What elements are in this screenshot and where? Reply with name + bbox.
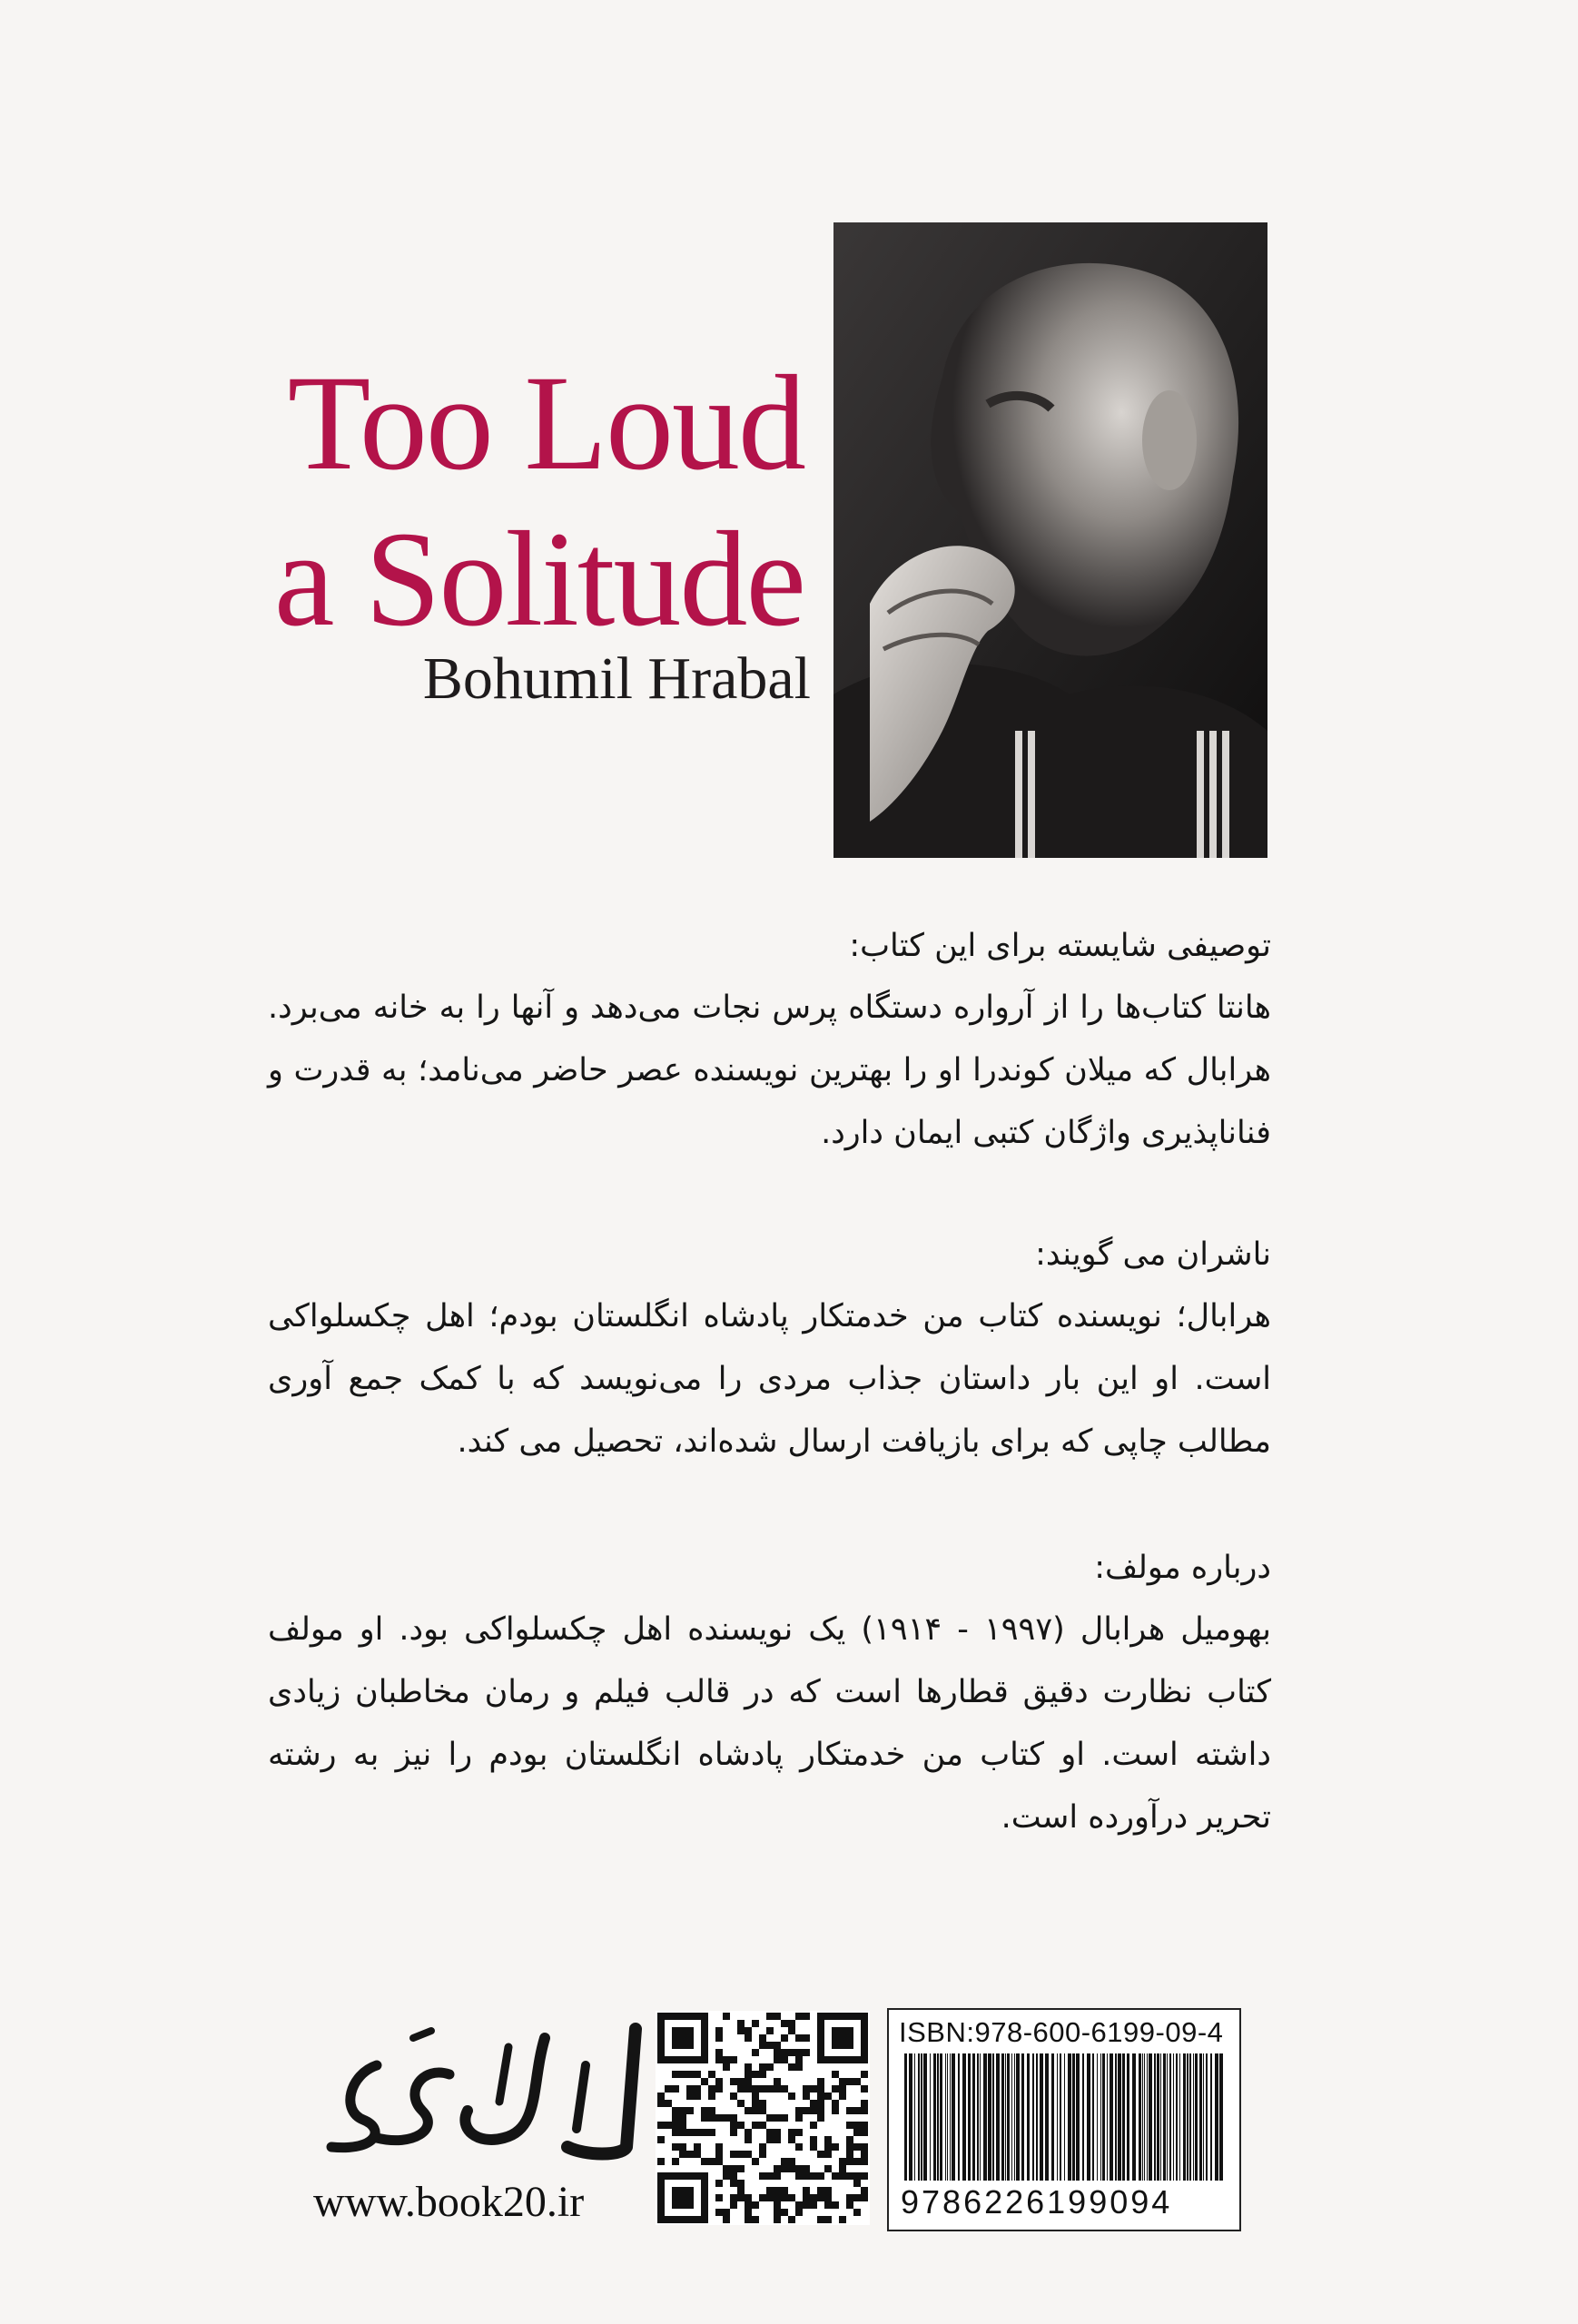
section-body: هرابال؛ نویسنده کتاب من خدمتکار پادشاه انگلستان بودم؛ اهل چکسلواکی است. او این بار داستان جذاب مردی را می‌نویسد که با کمک جمع آوری مطالب چاپی که برای بازیافت ارسال شده‌اند، تحصیل می کند.	[268, 1298, 1271, 1460]
section-heading: درباره مولف:	[1094, 1550, 1271, 1586]
qr-code	[656, 2011, 870, 2225]
section-publishers	[268, 1227, 1271, 1473]
publisher-website: www.book20.ir	[313, 2178, 585, 2226]
title-line-1: Too Loud	[287, 348, 804, 498]
section-body: هانتا کتاب‌ها را از آرواره دستگاه پرس نجات می‌دهد و آنها را به خانه می‌برد. هرابال که میلان کوندرا او را بهترین نویسنده عصر حاضر می‌نامد؛ به قدرت و فناناپذیری واژگان کتبی ایمان دارد.	[268, 990, 1271, 1151]
barcode	[899, 2053, 1226, 2191]
section-body: بهومیل هرابال (۱۹۹۷ - ۱۹۱۴) یک نویسنده اهل چکسلواکی بود. او مولف کتاب نظارت دقیق قطارها است که در قالب فیلم و رمان مخاطبان زیادی داشته است. او کتاب من خدمتکار پادشاه انگلستان بودم را نیز به رشته تحریر درآورده است.	[268, 1611, 1271, 1836]
section-heading: توصیفی شایسته برای این کتاب:	[849, 928, 1271, 964]
barcode-number: 9786226199094	[901, 2183, 1173, 2221]
title-line-2: a Solitude	[273, 504, 804, 655]
author-name: Bohumil Hrabal	[422, 645, 811, 712]
section-description	[268, 919, 1271, 1165]
author-portrait	[833, 222, 1267, 858]
publisher-logo	[313, 2011, 649, 2165]
section-heading: ناشران می گویند:	[1035, 1236, 1271, 1273]
section-about-author	[268, 1541, 1271, 1849]
isbn-label: ISBN:978-600-6199-09-4	[899, 2016, 1224, 2048]
book-title	[169, 345, 804, 657]
